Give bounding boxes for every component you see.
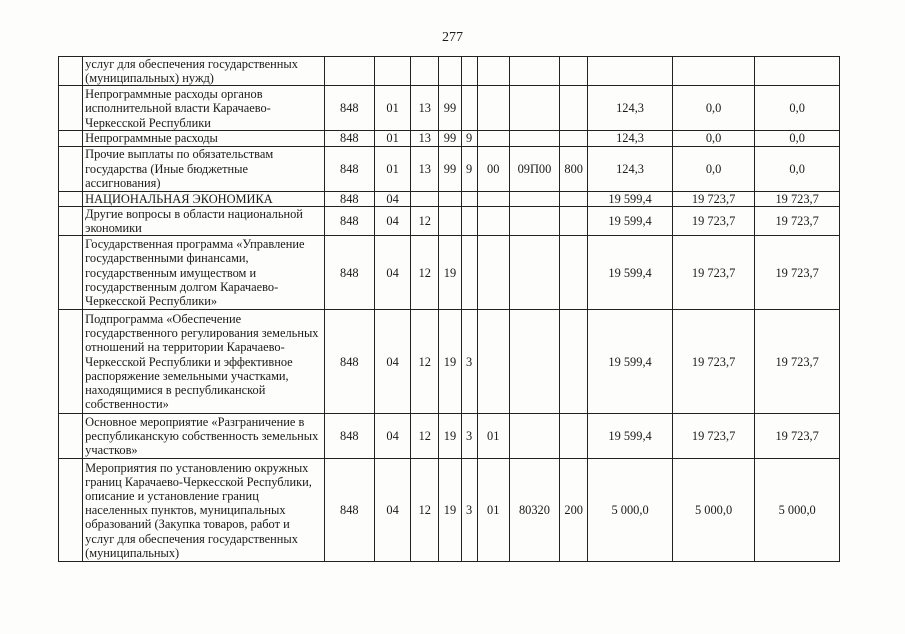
ministry-code: 848 [324, 86, 374, 131]
direction-code [509, 206, 559, 235]
direction-code [509, 191, 559, 206]
sum-year-1: 19 599,4 [588, 236, 673, 310]
subprogram-code [461, 206, 477, 235]
subsection-code: 13 [411, 86, 439, 131]
table-row [59, 191, 840, 206]
row-number-cell [59, 206, 83, 235]
event-code: 01 [477, 459, 509, 562]
row-number-cell [59, 191, 83, 206]
table-row [59, 459, 840, 562]
row-number-cell [59, 57, 83, 86]
table-row [59, 236, 840, 310]
table-row [59, 146, 840, 191]
direction-code [509, 236, 559, 310]
event-code: 00 [477, 146, 509, 191]
event-code [477, 57, 509, 86]
direction-code [509, 310, 559, 414]
sum-year-2: 0,0 [672, 131, 755, 146]
section-code: 04 [374, 459, 410, 562]
sum-year-1: 19 599,4 [588, 414, 673, 459]
event-code [477, 191, 509, 206]
subprogram-code [461, 57, 477, 86]
sum-year-1: 5 000,0 [588, 459, 673, 562]
expense-type-code [560, 131, 588, 146]
ministry-code: 848 [324, 414, 374, 459]
budget-table [58, 56, 840, 562]
program-code: 19 [439, 414, 461, 459]
subprogram-code: 9 [461, 131, 477, 146]
sum-year-1: 124,3 [588, 131, 673, 146]
row-name: Государственная программа «Управление государственными финансами, государственным имуществом и государственным долгом Карачаево-Черкесской Республики» [83, 236, 325, 310]
subsection-code: 13 [411, 146, 439, 191]
section-code: 01 [374, 131, 410, 146]
subsection-code [411, 57, 439, 86]
row-name: Мероприятия по установлению окружных границ Карачаево-Черкесской Республики, описание и установление границ населенных пунктов, муниципальных образований (Закупка товаров, работ и услуг для обеспечения государственных (муниципальных) [83, 459, 325, 562]
subsection-code: 12 [411, 310, 439, 414]
page-number: 277 [442, 30, 463, 45]
sum-year-3 [755, 57, 840, 86]
row-name: Прочие выплаты по обязательствам государства (Иные бюджетные ассигнования) [83, 146, 325, 191]
expense-type-code [560, 414, 588, 459]
subprogram-code [461, 191, 477, 206]
program-code: 99 [439, 131, 461, 146]
direction-code [509, 414, 559, 459]
row-number-cell [59, 236, 83, 310]
program-code: 99 [439, 86, 461, 131]
subprogram-code: 3 [461, 414, 477, 459]
section-code [374, 57, 410, 86]
ministry-code: 848 [324, 191, 374, 206]
expense-type-code [560, 206, 588, 235]
row-name: Основное мероприятие «Разграничение в республиканскую собственность земельных участков» [83, 414, 325, 459]
subprogram-code: 3 [461, 459, 477, 562]
sum-year-2: 0,0 [672, 86, 755, 131]
direction-code [509, 131, 559, 146]
event-code: 01 [477, 414, 509, 459]
ministry-code: 848 [324, 206, 374, 235]
sum-year-3: 19 723,7 [755, 206, 840, 235]
row-name: Другие вопросы в области национальной экономики [83, 206, 325, 235]
sum-year-2: 19 723,7 [672, 414, 755, 459]
sum-year-3: 0,0 [755, 146, 840, 191]
expense-type-code [560, 57, 588, 86]
row-name: НАЦИОНАЛЬНАЯ ЭКОНОМИКА [83, 191, 325, 206]
row-number-cell [59, 86, 83, 131]
sum-year-1: 19 599,4 [588, 310, 673, 414]
program-code: 19 [439, 236, 461, 310]
row-name: Непрограммные расходы органов исполнительной власти Карачаево-Черкесской Республики [83, 86, 325, 131]
row-number-cell [59, 131, 83, 146]
ministry-code: 848 [324, 131, 374, 146]
sum-year-3: 0,0 [755, 86, 840, 131]
sum-year-3: 19 723,7 [755, 236, 840, 310]
subprogram-code [461, 86, 477, 131]
section-code: 01 [374, 146, 410, 191]
table-row [59, 310, 840, 414]
sum-year-3: 19 723,7 [755, 414, 840, 459]
program-code [439, 206, 461, 235]
table-row [59, 131, 840, 146]
subprogram-code [461, 236, 477, 310]
sum-year-3: 5 000,0 [755, 459, 840, 562]
table-row [59, 57, 840, 86]
ministry-code: 848 [324, 459, 374, 562]
subsection-code: 12 [411, 414, 439, 459]
sum-year-2 [672, 57, 755, 86]
sum-year-2: 19 723,7 [672, 191, 755, 206]
sum-year-1: 19 599,4 [588, 191, 673, 206]
sum-year-2: 5 000,0 [672, 459, 755, 562]
sum-year-3: 19 723,7 [755, 191, 840, 206]
table-row [59, 206, 840, 235]
section-code: 01 [374, 86, 410, 131]
expense-type-code: 800 [560, 146, 588, 191]
direction-code [509, 86, 559, 131]
row-number-cell [59, 414, 83, 459]
row-name: услуг для обеспечения государственных (муниципальных) нужд) [83, 57, 325, 86]
sum-year-1 [588, 57, 673, 86]
sum-year-1: 19 599,4 [588, 206, 673, 235]
program-code [439, 191, 461, 206]
row-number-cell [59, 146, 83, 191]
program-code [439, 57, 461, 86]
sum-year-2: 0,0 [672, 146, 755, 191]
sum-year-2: 19 723,7 [672, 236, 755, 310]
subsection-code: 12 [411, 236, 439, 310]
program-code: 19 [439, 459, 461, 562]
subsection-code: 12 [411, 206, 439, 235]
row-number-cell [59, 459, 83, 562]
sum-year-2: 19 723,7 [672, 206, 755, 235]
section-code: 04 [374, 191, 410, 206]
ministry-code [324, 57, 374, 86]
event-code [477, 131, 509, 146]
program-code: 19 [439, 310, 461, 414]
subsection-code: 12 [411, 459, 439, 562]
table-row [59, 86, 840, 131]
ministry-code: 848 [324, 146, 374, 191]
subsection-code [411, 191, 439, 206]
expense-type-code [560, 310, 588, 414]
event-code [477, 236, 509, 310]
ministry-code: 848 [324, 236, 374, 310]
direction-code: 09П00 [509, 146, 559, 191]
section-code: 04 [374, 206, 410, 235]
subprogram-code: 9 [461, 146, 477, 191]
ministry-code: 848 [324, 310, 374, 414]
row-number-cell [59, 310, 83, 414]
direction-code: 80320 [509, 459, 559, 562]
section-code: 04 [374, 236, 410, 310]
sum-year-2: 19 723,7 [672, 310, 755, 414]
sum-year-1: 124,3 [588, 86, 673, 131]
sum-year-3: 19 723,7 [755, 310, 840, 414]
row-name: Непрограммные расходы [83, 131, 325, 146]
event-code [477, 310, 509, 414]
sum-year-3: 0,0 [755, 131, 840, 146]
event-code [477, 206, 509, 235]
subprogram-code: 3 [461, 310, 477, 414]
section-code: 04 [374, 310, 410, 414]
program-code: 99 [439, 146, 461, 191]
expense-type-code [560, 86, 588, 131]
row-name: Подпрограмма «Обеспечение государственного регулирования земельных отношений на территории Карачаево-Черкесской Республики и эффективное распоряжение земельными участками, находящимися в республиканской собственности» [83, 310, 325, 414]
table-row [59, 414, 840, 459]
expense-type-code: 200 [560, 459, 588, 562]
direction-code [509, 57, 559, 86]
sum-year-1: 124,3 [588, 146, 673, 191]
event-code [477, 86, 509, 131]
expense-type-code [560, 236, 588, 310]
section-code: 04 [374, 414, 410, 459]
expense-type-code [560, 191, 588, 206]
subsection-code: 13 [411, 131, 439, 146]
